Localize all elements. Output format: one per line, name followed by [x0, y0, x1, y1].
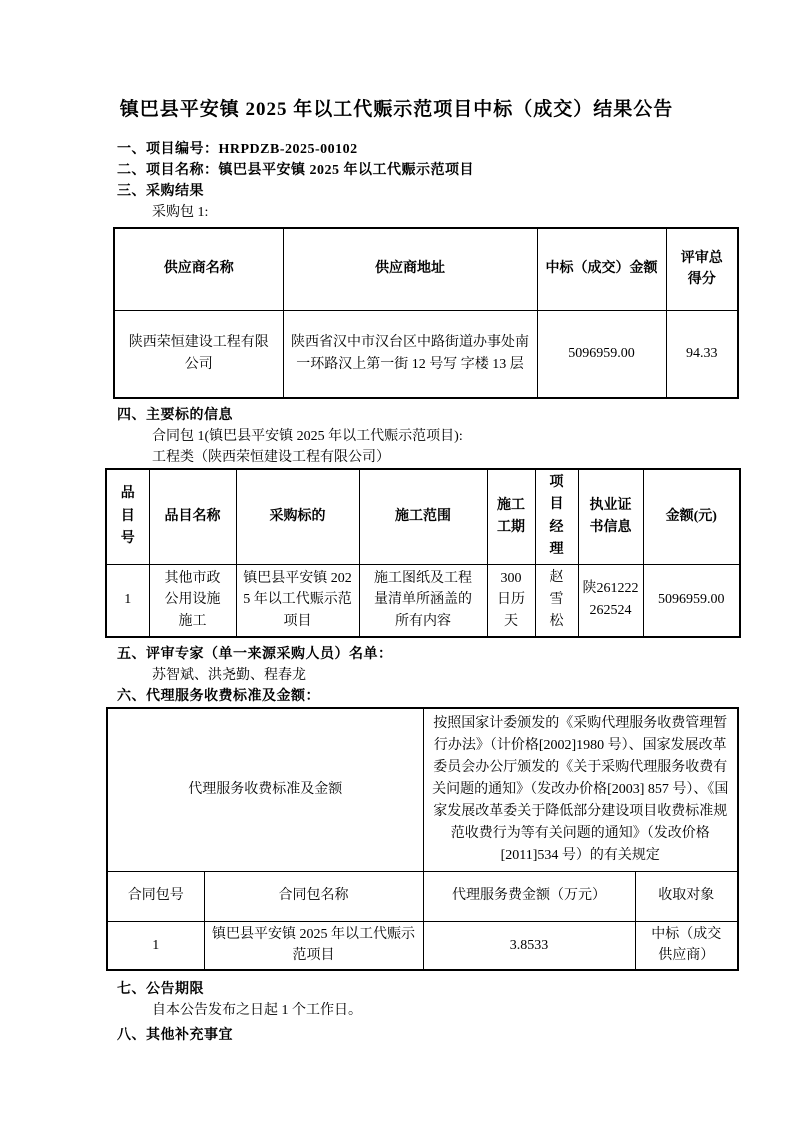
subject-table — [105, 468, 741, 638]
supplier-address-header: 供应商地址 — [283, 228, 537, 310]
section-announcement-period: 七、公告期限 — [117, 982, 204, 998]
agency-fee-amount-cell: 3.8533 — [423, 921, 635, 970]
fee-target-header: 收取对象 — [635, 871, 738, 921]
construction-scope-cell — [359, 564, 487, 637]
procurement-subject-cell: 镇巴县平安镇 2025 年以工代赈示范项目 — [236, 564, 359, 637]
item-no-cell: 1 — [106, 564, 149, 637]
certificate-cell: 陕261222262524 — [578, 564, 643, 637]
construction-scope-text: 施工图纸及工程量清单所涵盖的所有内容 — [374, 570, 472, 629]
supplier-table-row — [114, 310, 738, 398]
project-manager-header — [535, 469, 578, 564]
certificate-header — [578, 469, 643, 564]
amount-header: 金额(元) — [643, 469, 740, 564]
contract-package-no-cell: 1 — [107, 921, 204, 970]
award-amount-cell: 5096959.00 — [537, 310, 666, 398]
fee-target-cell — [635, 921, 738, 970]
project-manager-cell — [535, 564, 578, 637]
supplier-table — [113, 227, 739, 399]
certificate-header-text: 执业证书信息 — [589, 498, 632, 535]
agency-standard-row — [107, 708, 738, 872]
review-score-header — [666, 228, 738, 310]
construction-period-header — [487, 469, 535, 564]
item-no-header-text: 品目号 — [120, 486, 135, 546]
experts-names: 苏智斌、洪尧勤、程春龙 — [152, 667, 306, 683]
construction-period-header-text: 施工工期 — [497, 498, 525, 535]
amount-cell: 5096959.00 — [643, 564, 740, 637]
construction-scope-header: 施工范围 — [359, 469, 487, 564]
supplier-name-cell — [114, 310, 283, 398]
subject-table-row — [106, 564, 740, 637]
construction-period-cell — [487, 564, 535, 637]
review-score-header-text: 评审总得分 — [680, 250, 723, 288]
announcement-period-text: 自本公告发布之日起 1 个工作日。 — [152, 1003, 362, 1019]
item-no-header — [106, 469, 149, 564]
section-other-matters: 八、其他补充事宜 — [117, 1028, 233, 1044]
agency-table-header-row — [107, 871, 738, 921]
agency-standard-text-cell: 按照国家计委颁发的《采购代理服务收费管理暂行办法》（计价格[2002]1980 号）、国家发展改革委员会办公厅颁发的《关于采购代理服务收费有关问题的通知》（发改办价格[2003] 857 号）、《国家发展改革委关于降低部分建设项目收费标准规范收费行为等有关问题的通知》（发改价格[2011]534 号）的有关规定 — [423, 708, 738, 872]
supplier-name-text: 陕西荣恒建设工程有限公司 — [128, 335, 269, 372]
agency-standard-label-cell: 代理服务收费标准及金额 — [107, 708, 423, 872]
section-agency-fee: 六、代理服务收费标准及金额： — [117, 688, 320, 704]
subject-table-header-row — [106, 469, 740, 564]
section-main-subject-info: 四、主要标的信息 — [117, 408, 233, 423]
agency-fee-table — [106, 707, 739, 971]
agency-table-row — [107, 921, 738, 970]
procurement-subject-header: 采购标的 — [236, 469, 359, 564]
section-procurement-result: 三、采购结果 — [117, 184, 204, 199]
section-experts: 五、评审专家（单一来源采购人员）名单： — [117, 646, 393, 662]
package1-label: 采购包 1: — [152, 205, 209, 220]
item-name-header: 品目名称 — [149, 469, 236, 564]
contract-package-name-cell: 镇巴县平安镇 2025 年以工代赈示范项目 — [204, 921, 423, 970]
page-title: 镇巴县平安镇 2025 年以工代赈示范项目中标（成交）结果公告 — [119, 99, 674, 120]
section-project-number: 一、项目编号：HRPDZB-2025-00102 — [117, 142, 358, 157]
item-name-text: 其他市政公用设施施工 — [164, 570, 221, 629]
project-manager-header-text: 项目经理 — [549, 475, 564, 558]
agency-fee-amount-header: 代理服务费金额（万元） — [423, 871, 635, 921]
supplier-address-cell: 陕西省汉中市汉台区中路街道办事处南一环路汉上第一街 12 号写 字楼 13 层 — [283, 310, 537, 398]
project-manager-text: 赵雪松 — [549, 569, 564, 630]
award-amount-header: 中标（成交）金额 — [537, 228, 666, 310]
fee-target-text: 中标（成交供应商） — [651, 926, 722, 964]
section-project-name: 二、项目名称：镇巴县平安镇 2025 年以工代赈示范项目 — [117, 163, 474, 178]
supplier-table-header-row — [114, 228, 738, 310]
contract-package-line: 合同包 1(镇巴县平安镇 2025 年以工代赈示范项目): — [152, 429, 463, 444]
supplier-name-header: 供应商名称 — [114, 228, 283, 310]
item-name-cell — [149, 564, 236, 637]
construction-period-text: 300 日历天 — [497, 570, 525, 629]
review-score-cell: 94.33 — [666, 310, 738, 398]
contract-package-no-header: 合同包号 — [107, 871, 204, 921]
engineering-class-line: 工程类（陕西荣恒建设工程有限公司） — [152, 450, 390, 465]
contract-package-name-header: 合同包名称 — [204, 871, 423, 921]
